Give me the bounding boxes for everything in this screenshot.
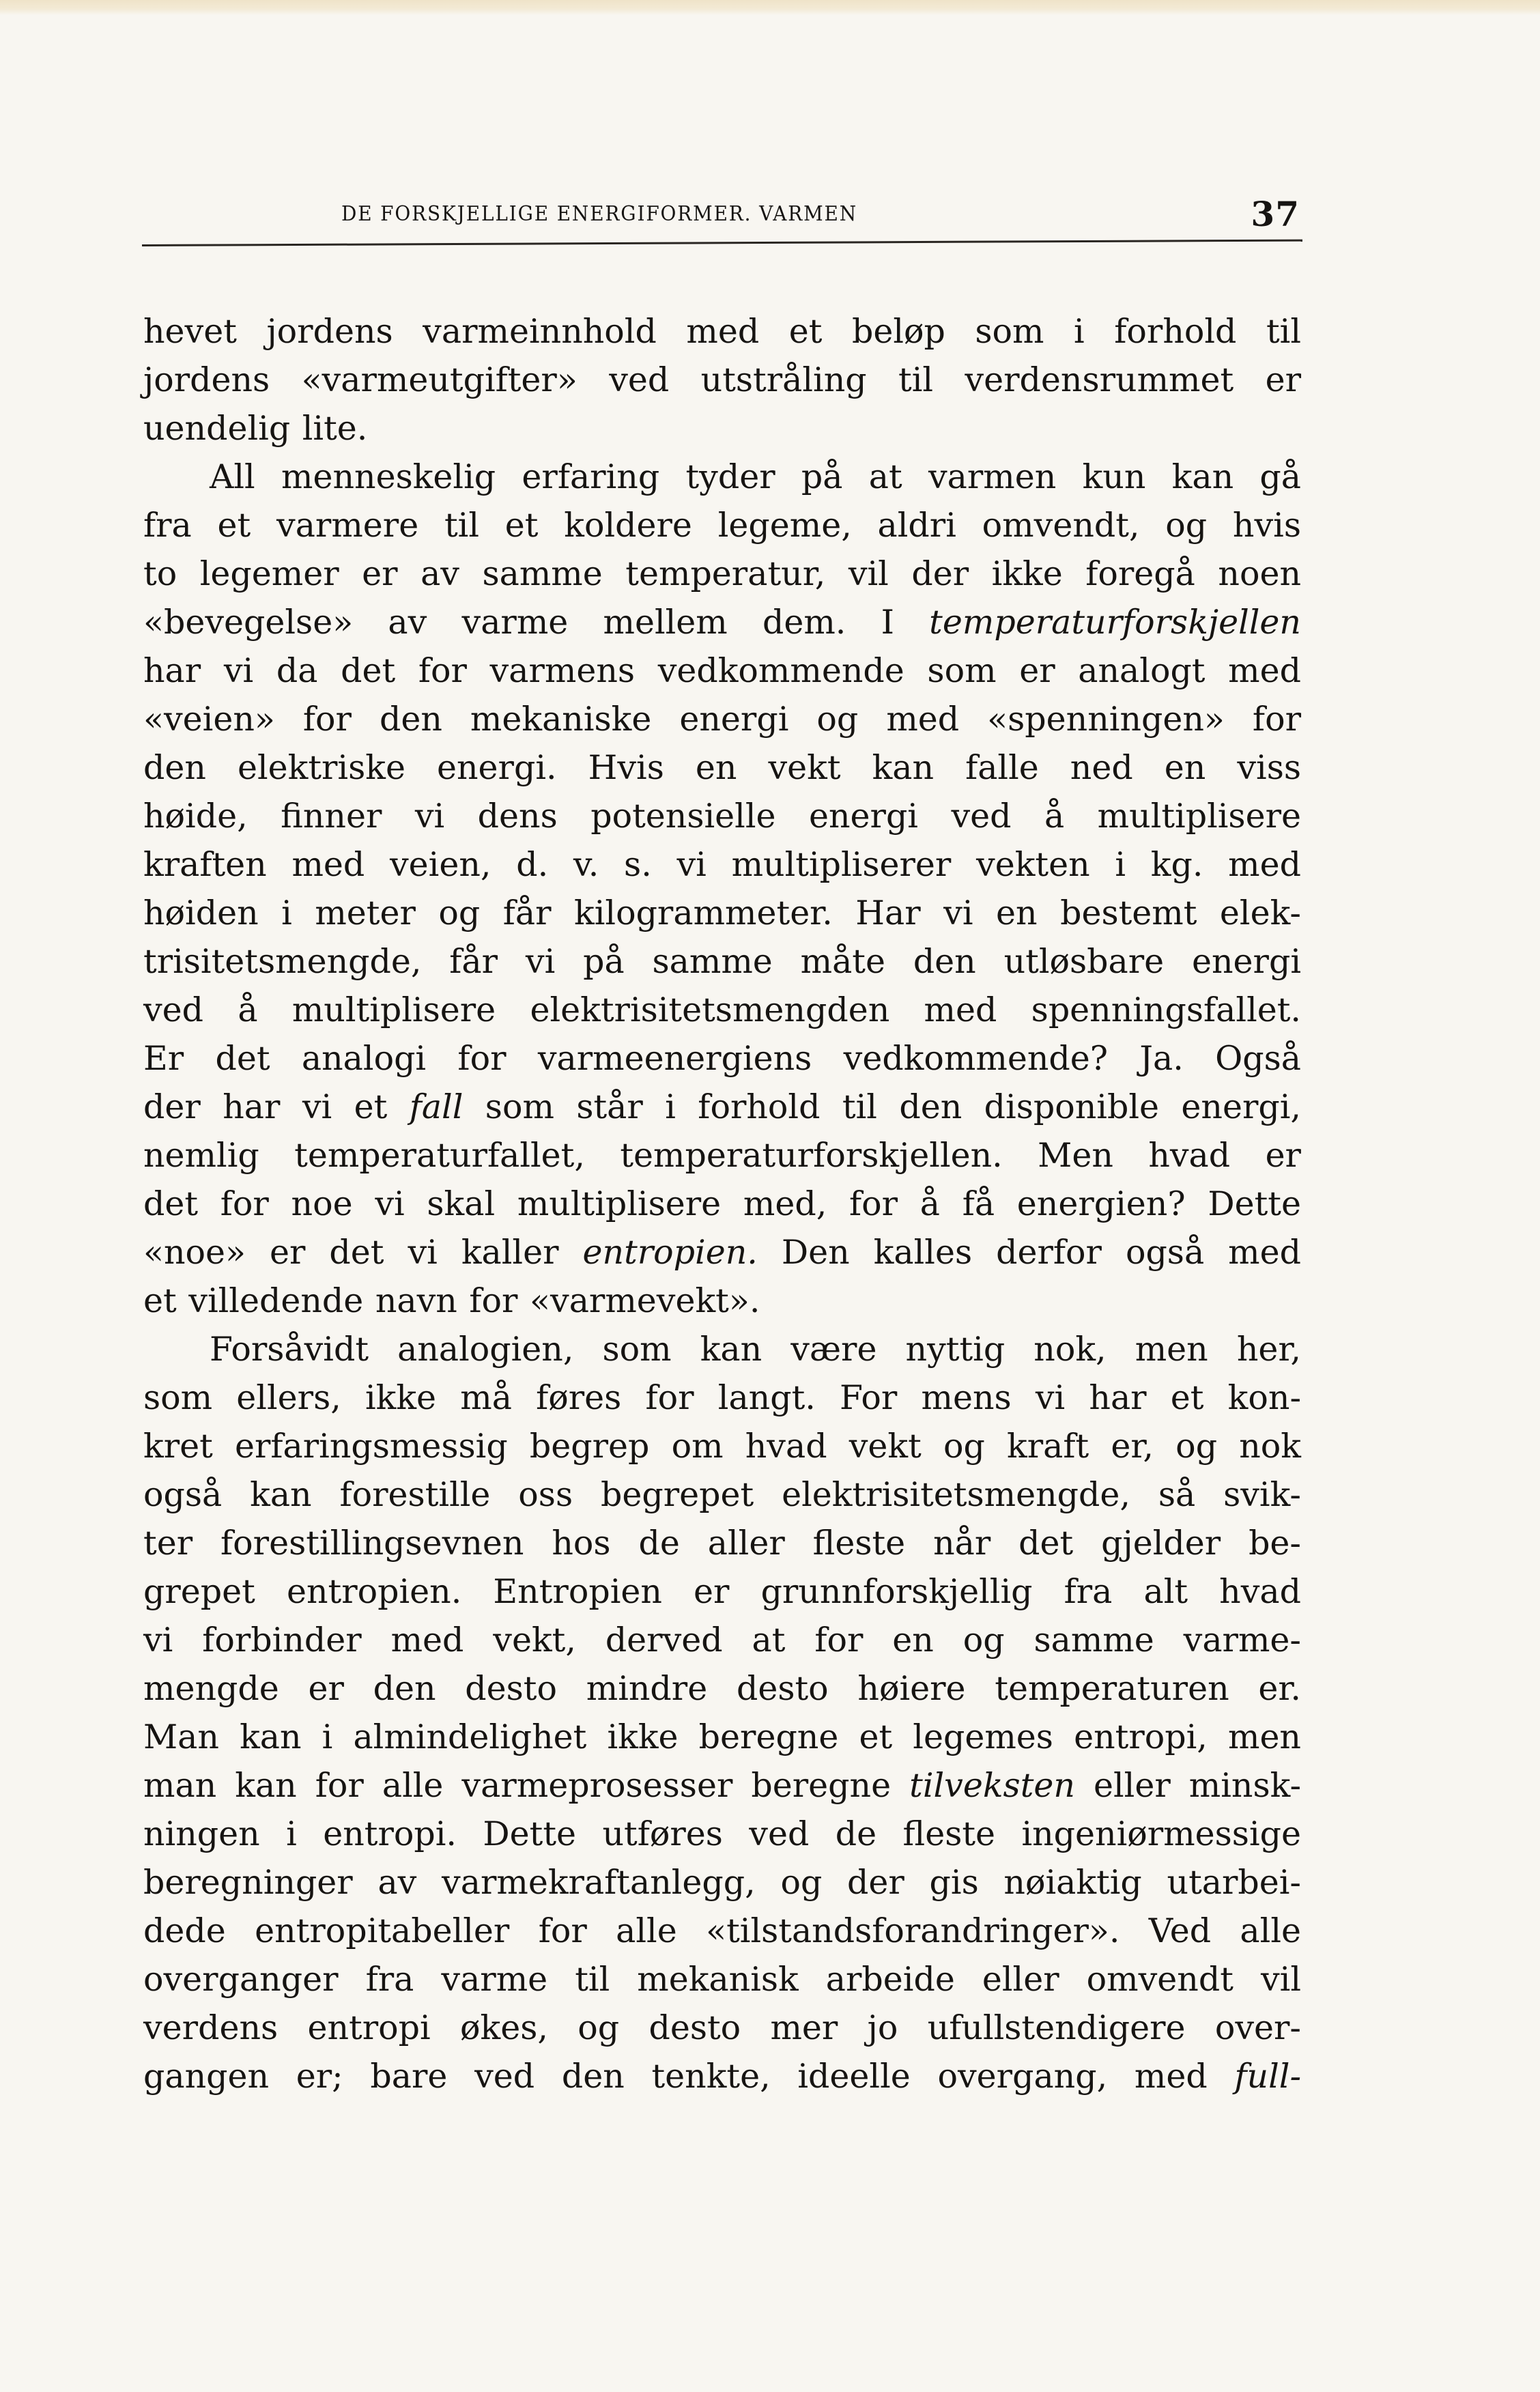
text-line: beregninger av varmekraftanlegg, og der gis nøiaktig utarbei- xyxy=(143,1863,1301,1902)
header-rule xyxy=(142,240,1302,246)
text-line: trisitetsmengde, får vi på samme måte den utløsbare energi xyxy=(143,942,1301,981)
text-line: et villedende navn for «varmevekt». xyxy=(143,1281,760,1320)
scan-edge-band xyxy=(0,0,1540,15)
text-run: «bevegelse» av varme mellem dem. I xyxy=(143,603,930,642)
text-line: mengde er den desto mindre desto høiere temperaturen er. xyxy=(143,1669,1301,1708)
text-line: to legemer er av samme temperatur, vil der ikke foregå noen xyxy=(143,554,1301,593)
text-line: også kan forestille oss begrepet elektrisitetsmengde, så svik- xyxy=(143,1475,1301,1514)
text-line: fra et varmere til et koldere legeme, aldri omvendt, og hvis xyxy=(143,506,1301,545)
paragraph-first-line: Forsåvidt analogien, som kan være nyttig nok, men her, xyxy=(210,1330,1301,1369)
text-line: vi forbinder med vekt, derved at for en og samme varme- xyxy=(143,1621,1301,1660)
text-line: «veien» for den mekaniske energi og med «spenningen» for xyxy=(143,700,1301,739)
text-run: «noe» er det vi kaller xyxy=(143,1233,583,1272)
text-run: man kan for alle varmeprosesser beregne xyxy=(143,1766,910,1805)
text-line: overganger fra varme til mekanisk arbeide eller omvendt vil xyxy=(143,1960,1301,1999)
running-head: DE FORSKJELLIGE ENERGIFORMER. VARMEN xyxy=(341,202,858,226)
text-line: den elektriske energi. Hvis en vekt kan falle ned en viss xyxy=(143,748,1301,787)
text-line: hevet jordens varmeinnhold med et beløp som i forhold til xyxy=(143,312,1301,351)
text-run: der har vi et xyxy=(143,1087,410,1126)
text-run: gangen er; bare ved den tenkte, ideelle overgang, med xyxy=(143,2057,1235,2096)
text-line: grepet entropien. Entropien er grunnforskjellig fra alt hvad xyxy=(143,1572,1301,1611)
text-line: nemlig temperaturfallet, temperaturforskjellen. Men hvad er xyxy=(143,1136,1301,1175)
text-line: Man kan i almindelighet ikke beregne et legemes entropi, men xyxy=(143,1718,1301,1756)
text-line: Er det analogi for varmeenergiens vedkommende? Ja. Også xyxy=(143,1039,1301,1078)
text-line: kraften med veien, d. v. s. vi multipliserer vekten i kg. med xyxy=(143,845,1301,884)
text-line xyxy=(143,1083,1301,1131)
italic-term-tilveksten: tilveksten xyxy=(909,1766,1075,1805)
text-line: ter forestillingsevnen hos de aller fleste når det gjelder be- xyxy=(143,1524,1301,1563)
text-line: jordens «varmeutgifter» ved utstråling til verdensrummet er xyxy=(143,360,1301,399)
text-line xyxy=(143,2052,1301,2101)
paragraph-first-line: All menneskelig erfaring tyder på at varmen kun kan gå xyxy=(210,457,1301,496)
text-line xyxy=(143,1228,1301,1277)
text-line: kret erfaringsmessig begrep om hvad vekt og kraft er, og nok xyxy=(143,1427,1301,1466)
italic-term-full: full- xyxy=(1234,2057,1301,2096)
text-line: som ellers, ikke må føres for langt. For mens vi har et kon- xyxy=(143,1378,1301,1417)
text-line: ningen i entropi. Dette utføres ved de fleste ingeniørmessige xyxy=(143,1814,1301,1853)
text-line: høiden i meter og får kilogrammeter. Har vi en bestemt elek- xyxy=(143,894,1301,932)
text-run: Den kalles derfor også med xyxy=(757,1233,1301,1272)
text-line xyxy=(143,598,1301,646)
page-header xyxy=(142,193,1302,233)
text-line: det for noe vi skal multiplisere med, for å få energien? Dette xyxy=(143,1184,1301,1223)
text-line: dede entropitabeller for alle «tilstandsforandringer». Ved alle xyxy=(143,1911,1301,1950)
text-run: eller minsk- xyxy=(1074,1766,1302,1805)
italic-term-entropien: entropien. xyxy=(582,1233,758,1272)
text-line: verdens entropi økes, og desto mer jo ufullstendigere over- xyxy=(143,2008,1301,2047)
italic-term-temperaturforskjellen: temperaturforskjellen xyxy=(929,603,1301,642)
text-line: høide, finner vi dens potensielle energi ved å multiplisere xyxy=(143,797,1301,836)
italic-term-fall: fall xyxy=(409,1087,464,1126)
text-line: uendelig lite. xyxy=(143,409,368,448)
page-number: 37 xyxy=(1251,194,1300,234)
text-line: har vi da det for varmens vedkommende som er analogt med xyxy=(143,651,1301,690)
text-line xyxy=(143,1761,1301,1810)
text-run: som står i forhold til den disponible energi, xyxy=(463,1087,1301,1126)
text-line: ved å multiplisere elektrisitetsmengden med spenningsfallet. xyxy=(143,991,1301,1029)
